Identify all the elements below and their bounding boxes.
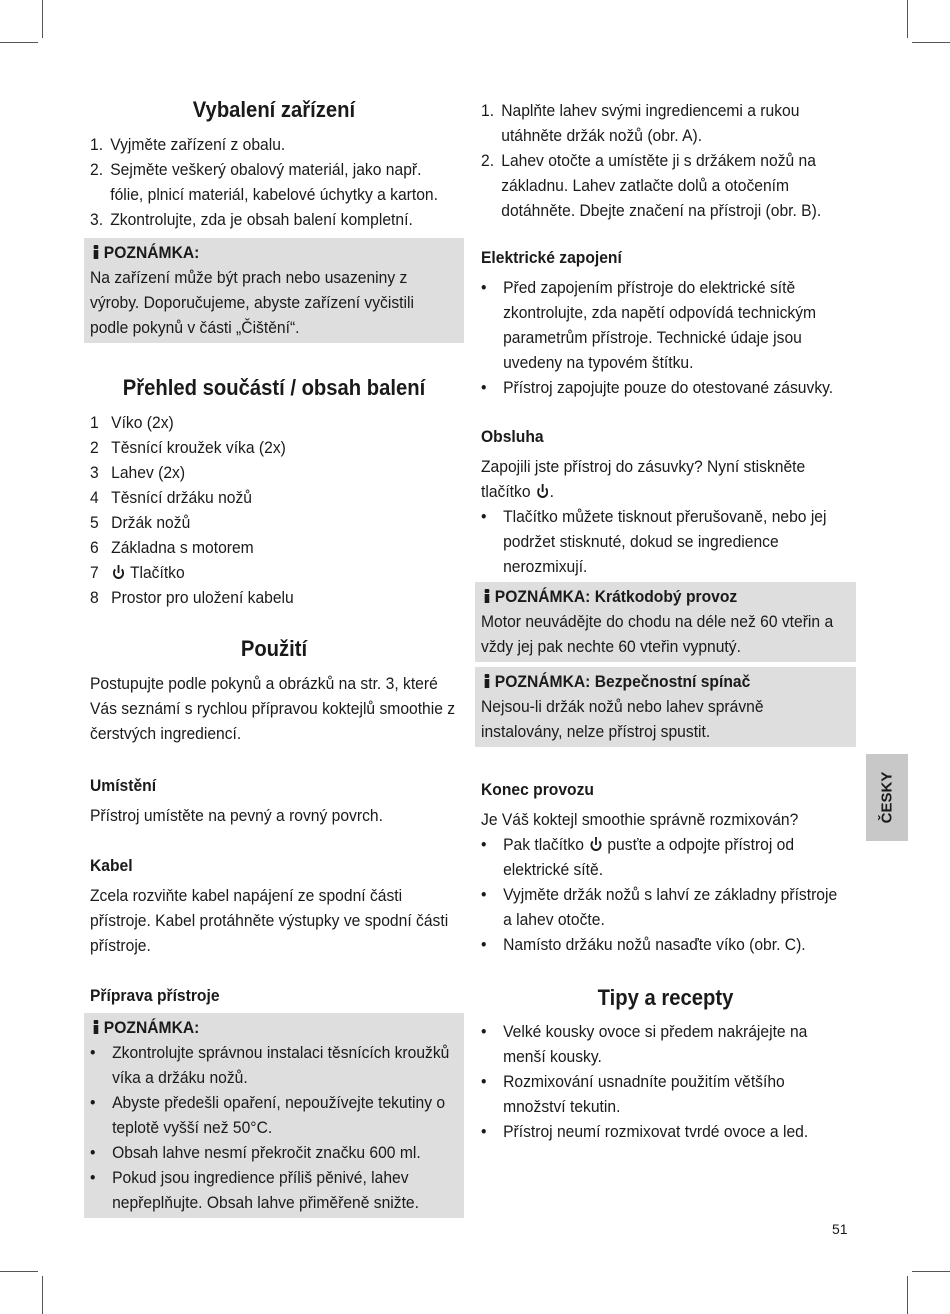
list-item: 1. Vyjměte zařízení z obalu. (90, 135, 286, 154)
crop-mark (907, 1276, 908, 1314)
note-heading: POZNÁMKA: Krátkodobý provoz (481, 584, 848, 609)
placement-text: Přístroj umístěte na pevný a rovný povrch. (90, 806, 383, 825)
list-item: • Abyste předešli opaření, nepoužívejte tekutiny o teplotě vyšší než 50°C. (90, 1093, 446, 1137)
section-title-tips: Tipy a recepty (597, 985, 734, 1010)
cable-text: Zcela rozviňte kabel napájení ze spodní části přístroje. Kabel protáhněte výstupky ve spodní části přístroje. (90, 886, 449, 955)
list-item: 2. Sejměte veškerý obalový materiál, jako např. fólie, plnicí materiál, kabelové úchytky a karton. (90, 160, 438, 204)
subtitle-electric: Elektrické zapojení (481, 248, 622, 267)
operation-text: Zapojili jste přístroj do zásuvky? Nyní stiskněte tlačítko . • Tlačítko můžete tisknout přerušovaně, nebo jej podržet stisknuté, dokud se ingredience nerozmixují. (481, 454, 848, 579)
power-icon (537, 486, 548, 498)
list-item: • Tlačítko můžete tisknout přerušovaně, nebo jej podržet stisknuté, dokud se ingredience nerozmixují. (481, 507, 827, 576)
info-icon (94, 1020, 99, 1034)
section-title-usage: Použití (240, 636, 308, 661)
note-text: Motor neuvádějte do chodu na déle než 60 vteřin a vždy jej pak nechte 60 vteřin vypnutý. (481, 612, 834, 656)
list-item: • Pak tlačítko pusťte a odpojte přístroj od elektrické sítě. (481, 835, 795, 879)
left-column (90, 95, 458, 1218)
note-box (84, 1013, 464, 1218)
crop-mark (42, 0, 43, 38)
list-item: • Velké kousky ovoce si předem nakrájejte na menší kousky. (481, 1022, 808, 1066)
list-item: • Zkontrolujte správnou instalaci těsnících kroužků víka a držáku nožů. (90, 1043, 450, 1087)
list-item: 1 Víko (2x) (90, 413, 174, 432)
list-item: • Přístroj neumí rozmixovat tvrdé ovoce a led. (481, 1122, 809, 1141)
list-item: • Před zapojením přístroje do elektrické sítě zkontrolujte, zda napětí odpovídá technickým parametrům přístroje. Technické údaje jsou uvedeny na typovém štítku. (481, 278, 817, 372)
list-item: • Vyjměte držák nožů s lahví ze základny přístroje a lahev otočte. (481, 885, 838, 929)
subtitle-end: Konec provozu (481, 780, 594, 799)
subtitle-placement: Umístění (90, 776, 157, 795)
crop-mark (0, 1271, 38, 1272)
crop-mark (0, 42, 38, 43)
section-title-parts: Přehled součástí / obsah balení (122, 375, 426, 400)
list-item: 5 Držák nožů (90, 513, 191, 532)
list-item: 2 Těsnící kroužek víka (2x) (90, 438, 286, 457)
note-heading: POZNÁMKA: (90, 240, 456, 265)
note-text: Na zařízení může být prach nebo usazeniny z výroby. Doporučujeme, abyste zařízení vyčistili podle pokynů v části „Čištění“. (90, 268, 414, 337)
list-item: • Rozmixování usnadníte použitím většího množství tekutin. (481, 1072, 785, 1116)
list-item: 1. Naplňte lahev svými ingrediencemi a rukou utáhněte držák nožů (obr. A). (481, 101, 800, 145)
note-box (84, 238, 464, 343)
subtitle-cable: Kabel (90, 856, 133, 875)
list-item: 4 Těsnící držáku nožů (90, 488, 252, 507)
subtitle-prep: Příprava přístroje (90, 986, 220, 1005)
crop-mark (912, 42, 950, 43)
note-text: Nejsou-li držák nožů nebo lahev správně instalovány, nelze přístroj spustit. (481, 697, 764, 741)
crop-mark (912, 1271, 950, 1272)
end-text: Je Váš koktejl smoothie správně rozmixován? • Pak tlačítko pusťte a odpojte přístroj od elektrické sítě. • Vyjměte držák nožů s lahví ze základny přístroje a lahev otočte. • Namísto držáku nožů nasaďte víko (obr. C). (481, 807, 848, 957)
electric-list (481, 275, 848, 400)
list-item: 7 Tlačítko (90, 563, 185, 582)
section-title-unpack: Vybalení zařízení (192, 97, 356, 122)
crop-mark (907, 0, 908, 38)
list-item: 8 Prostor pro uložení kabelu (90, 588, 294, 607)
unpack-steps (90, 132, 456, 232)
list-item: 2. Lahev otočte a umístěte ji s držákem nožů na základnu. Lahev zatlačte dolů a otočením dotáhněte. Dbejte značení na přístroji (obr. B). (481, 151, 822, 220)
note-heading: POZNÁMKA: (90, 1015, 456, 1040)
page-number: 51 (832, 1221, 848, 1237)
right-column (481, 98, 850, 1144)
subtitle-operation: Obsluha (481, 427, 544, 446)
tips-list (481, 1019, 848, 1144)
list-item: • Obsah lahve nesmí překročit značku 600 ml. (90, 1143, 421, 1162)
note-box (475, 667, 856, 747)
list-item: • Namísto držáku nožů nasaďte víko (obr. C). (481, 935, 806, 954)
parts-list (90, 410, 456, 610)
info-icon (94, 245, 99, 259)
list-item: • Přístroj zapojujte pouze do otestované zásuvky. (481, 378, 834, 397)
list-item: 3. Zkontrolujte, zda je obsah balení kompletní. (90, 210, 413, 229)
power-icon (113, 567, 124, 579)
info-icon (485, 589, 490, 603)
language-tab: ČESKY (866, 754, 908, 841)
info-icon (485, 674, 490, 688)
note-box (475, 582, 856, 662)
fill-steps (481, 98, 848, 223)
list-item: 6 Základna s motorem (90, 538, 254, 557)
power-icon (590, 839, 601, 851)
crop-mark (42, 1276, 43, 1314)
list-item: • Pokud jsou ingredience příliš pěnivé, lahev nepřeplňujte. Obsah lahve přiměřeně snižte. (90, 1168, 419, 1212)
list-item: 3 Lahev (2x) (90, 463, 186, 482)
usage-text: Postupujte podle pokynů a obrázků na str. 3, které Vás seznámí s rychlou přípravou koktejlů smoothie z čerstvých ingrediencí. (90, 674, 456, 743)
note-heading: POZNÁMKA: Bezpečnostní spínač (481, 669, 848, 694)
